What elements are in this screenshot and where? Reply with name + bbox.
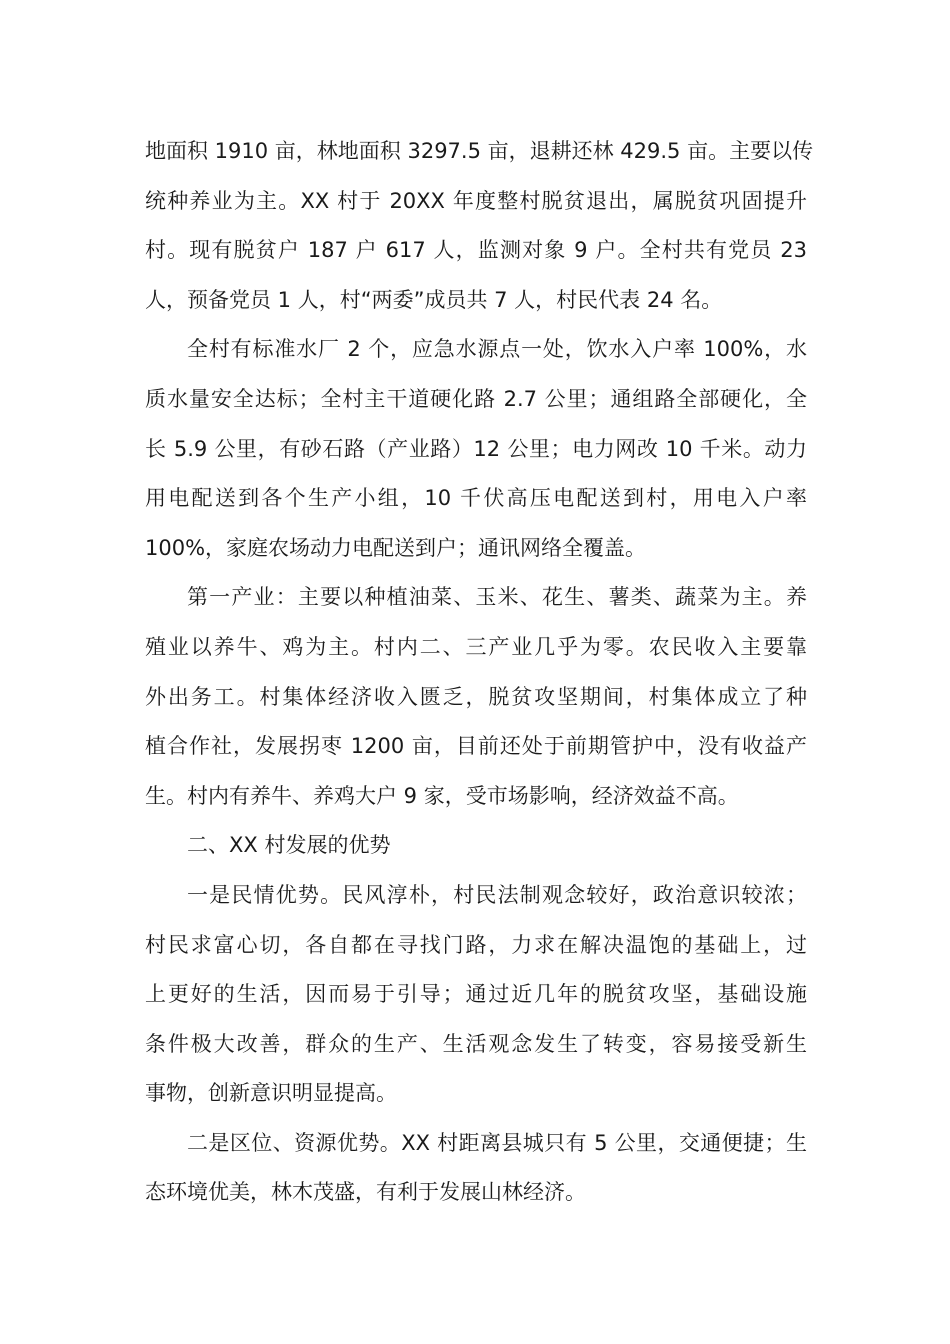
section-heading: 二、XX 村发展的优势	[187, 833, 391, 858]
text-line: 人，预备党员 1 人，村“两委”成员共 7 人，村民代表 24 名。	[145, 287, 723, 312]
text-line: 村。现有脱贫户 187 户 617 人，监测对象 9 户。全村共有党员 23	[145, 238, 807, 263]
text-line: 长 5.9 公里，有砂石路（产业路）12 公里；电力网改 10 千米。动力	[145, 436, 807, 461]
text-line: 上更好的生活，因而易于引导；通过近几年的脱贫攻坚，基础设施	[145, 982, 807, 1007]
text-line: 全村有标准水厂 2 个，应急水源点一处，饮水入户率 100%，水	[187, 337, 807, 362]
paragraph-land-overview	[145, 127, 814, 325]
paragraph-infrastructure	[145, 325, 807, 573]
text-line: 二是区位、资源优势。XX 村距离县城只有 5 公里，交通便捷；生	[187, 1130, 807, 1155]
section-heading-advantages	[145, 821, 807, 871]
text-line: 地面积 1910 亩，林地面积 3297.5 亩，退耕还林 429.5 亩。主要以传	[145, 139, 814, 163]
paragraph-public-sentiment	[145, 871, 807, 1119]
text-line: 外出务工。村集体经济收入匮乏，脱贫攻坚期间，村集体成立了种	[145, 684, 807, 709]
text-line: 植合作社，发展拐枣 1200 亩，目前还处于前期管护中，没有收益产	[145, 734, 807, 759]
text-line: 事物，创新意识明显提高。	[145, 1081, 397, 1106]
text-line: 质水量安全达标；全村主干道硬化路 2.7 公里；通组路全部硬化，全	[145, 386, 807, 411]
paragraph-industry	[145, 573, 807, 821]
text-line: 100%，家庭农场动力电配送到户；通讯网络全覆盖。	[145, 535, 647, 560]
text-line: 村民求富心切，各自都在寻找门路，力求在解决温饱的基础上，过	[145, 932, 807, 957]
text-line: 生。村内有养牛、养鸡大户 9 家，受市场影响，经济效益不高。	[145, 783, 739, 808]
text-line: 殖业以养牛、鸡为主。村内二、三产业几乎为零。农民收入主要靠	[145, 634, 807, 659]
text-line: 第一产业：主要以种植油菜、玉米、花生、薯类、蔬菜为主。养	[187, 585, 807, 610]
text-line: 统种养业为主。XX 村于 20XX 年度整村脱贫退出，属脱贫巩固提升	[145, 188, 807, 213]
text-line: 态环境优美，林木茂盛，有利于发展山林经济。	[145, 1180, 586, 1205]
text-line: 用电配送到各个生产小组，10 千伏高压电配送到村，用电入户率	[145, 486, 807, 511]
text-line: 条件极大改善，群众的生产、生活观念发生了转变，容易接受新生	[145, 1031, 807, 1056]
document-body	[145, 127, 814, 1218]
text-line: 一是民情优势。民风淳朴，村民法制观念较好，政治意识较浓；	[187, 882, 807, 907]
paragraph-location-resources	[145, 1119, 807, 1218]
